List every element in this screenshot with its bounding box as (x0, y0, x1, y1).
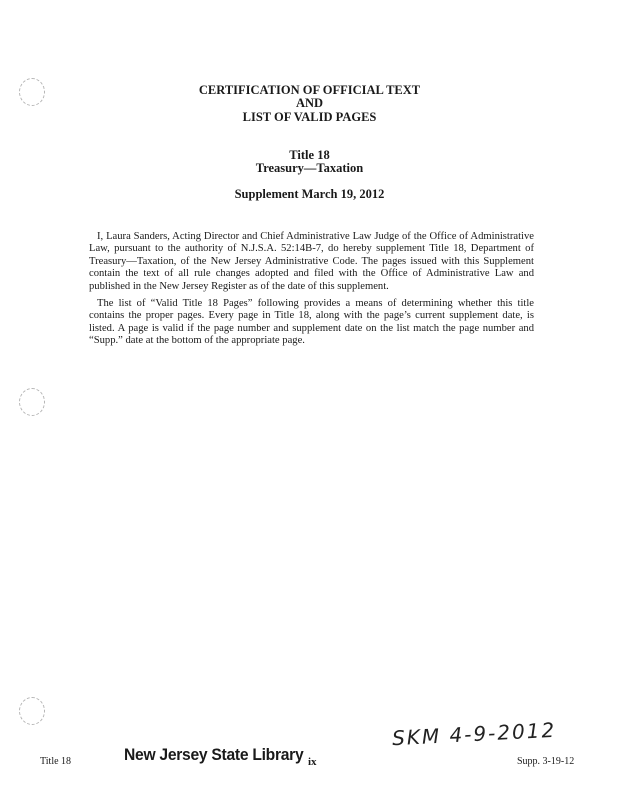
handwritten-annotation: SKM 4-9-2012 (391, 717, 557, 751)
page-number: ix (308, 756, 317, 768)
valid-pages-paragraph: The list of “Valid Title 18 Pages” following provides a means of determining whether this title contains the proper pages. Every page in Title 18, along with the page’s current supplement date, is listed. A page is valid if the page number and supplement date on the list match the page number and “Supp.” date at the bottom of the appropriate page. (89, 298, 534, 347)
certification-title-line2: AND (295, 96, 324, 110)
footer-title: Title 18 (40, 756, 72, 767)
footer-supplement: Supp. 3-19-12 (517, 756, 575, 767)
title-name: Treasury—Taxation (255, 161, 364, 175)
title-number: Title 18 (289, 148, 330, 162)
supplement-date: Supplement March 19, 2012 (234, 187, 385, 201)
punch-hole-middle (19, 388, 45, 416)
certification-paragraph: I, Laura Sanders, Acting Director and Chief Administrative Law Judge of the Office of Administrative Law, pursuant to the authority of N.J.S.A. 52:14B-7, do hereby supplement Title 18, Department of Treasury—Taxation, of the New Jersey Administrative Code. The pages issued with this Supplement contain the text of all rule changes adopted and filed with the Office of Administrative Law and published in the New Jersey Register as of the date of this supplement. (89, 231, 534, 292)
punch-hole-bottom (19, 697, 45, 725)
library-stamp: New Jersey State Library (124, 745, 304, 764)
certification-title-line3: LIST OF VALID PAGES (242, 110, 377, 124)
certification-title-line1: CERTIFICATION OF OFFICIAL TEXT (198, 83, 421, 97)
